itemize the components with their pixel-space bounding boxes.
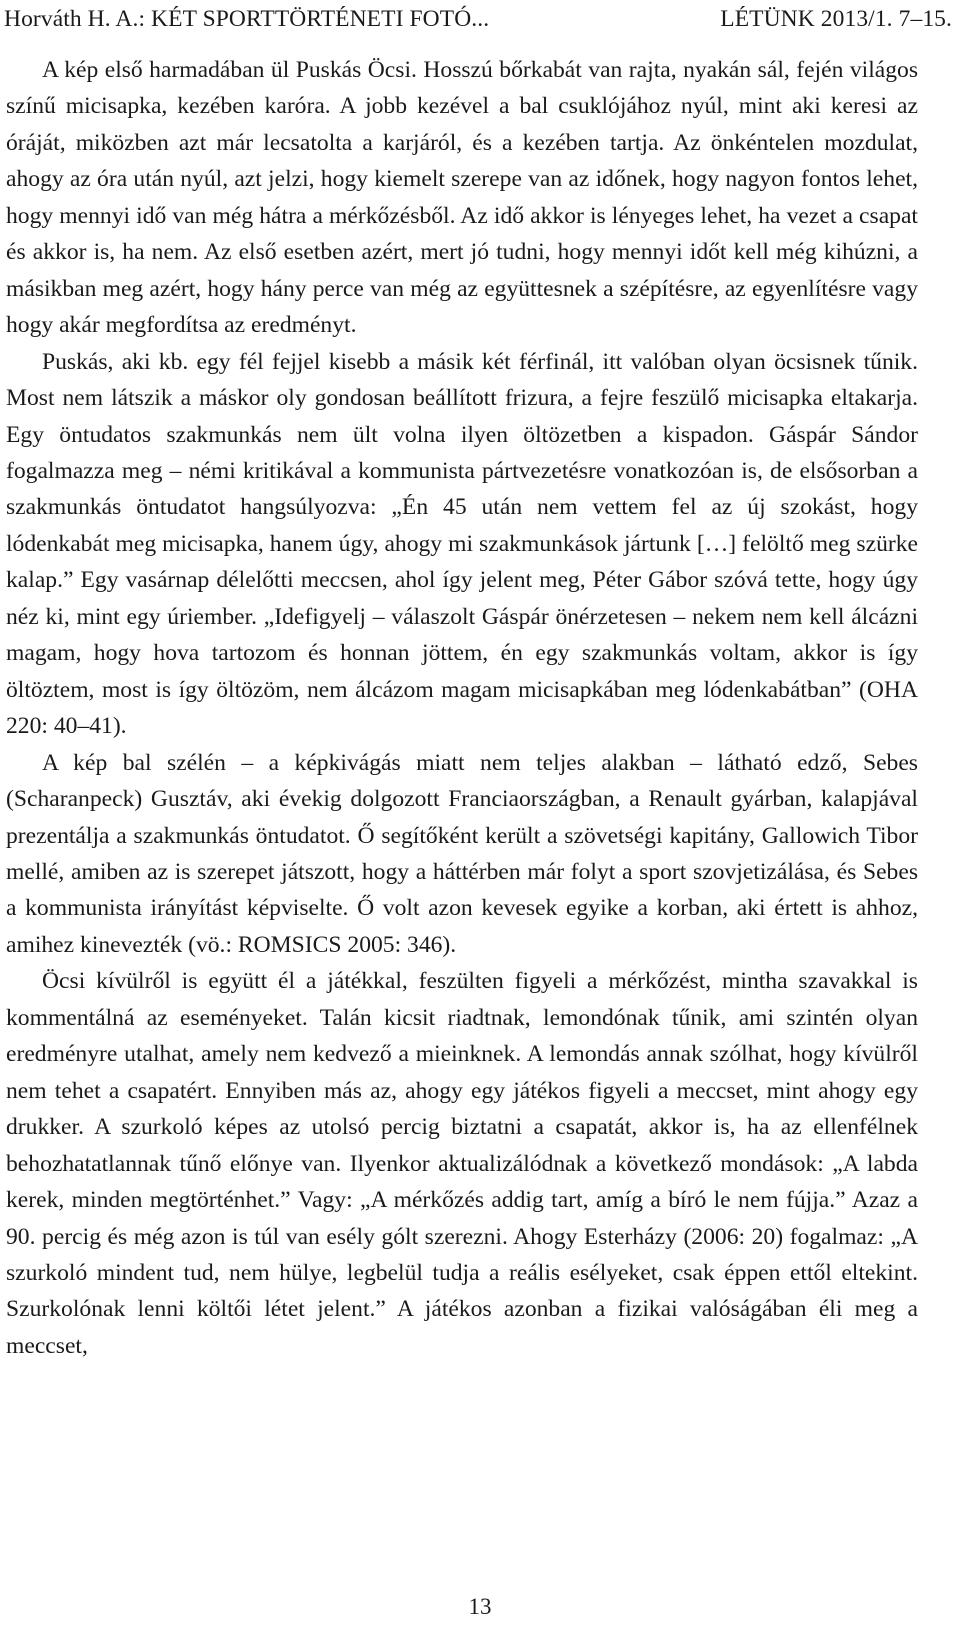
header-author-title: Horváth H. A.: KÉT SPORTTÖRTÉNETI FOTÓ...: [4, 6, 490, 32]
article-body: [6, 52, 918, 1364]
header-journal-citation: LÉTÜNK 2013/1. 7–15.: [720, 6, 952, 32]
paragraph: A kép bal szélén – a képkivágás miatt nem teljes alakban – látható edző, Sebes (Scharanpeck) Gusztáv, aki évekig dolgozott Franciaországban, a Renault gyárban, kalapjával prezentálja a szakmunkás öntudatot. Ő segítőként került a szövetségi kapitány, Gallowich Tibor mellé, amiben az is szerepet játszott, hogy a háttérben már folyt a sport szovjetizálása, és Sebes a kommunista irányítást képviselte. Ő volt azon kevesek egyike a korban, aki értett is ahhoz, amihez kinevezték (vö.: ROMSICS 2005: 346).: [6, 749, 918, 958]
paragraph: Puskás, aki kb. egy fél fejjel kisebb a másik két férfinál, itt valóban olyan öcsisnek tűnik. Most nem látszik a máskor oly gondosan beállított frizura, a fejre feszülő micisapka eltakarja. Egy öntudatos szakmunkás nem ült volna ilyen öltözetben a kispadon. Gáspár Sándor fogalmazza meg – némi kritikával a kommunista pártvezetésre vonatkozóan is, de elsősorban a szakmunkás öntudatot hangsúlyozva: „Én 45 után nem vettem fel az új szokást, hogy lódenkabát meg micisapka, hanem úgy, ahogy mi szakmunkások jártunk […] felöltő meg szürke kalap.” Egy vasárnap délelőtti meccsen, ahol így jelent meg, Péter Gábor szóvá tette, hogy úgy néz ki, mint egy úriember. „Idefigyelj – válaszolt Gáspár önérzetesen – nekem nem kell álcázni magam, hogy hova tartozom és honnan jöttem, én egy szakmunkás voltam, akkor is így öltöztem, most is így öltözöm, nem álcázom magam micisapkában meg lódenkabátban” (OHA 220: 40–41).: [6, 348, 918, 740]
running-header: [4, 6, 952, 38]
paragraph: Öcsi kívülről is együtt él a játékkal, feszülten figyeli a mérkőzést, mintha szavakkal is kommentálná az eseményeket. Talán kicsit riadtnak, lemondónak tűnik, ami szintén olyan eredményre utalhat, amely nem kedvező a mieinknek. A lemondás annak szólhat, hogy kívülről nem tehet a csapatért. Ennyiben más az, ahogy egy játékos figyeli a meccset, mint ahogy egy drukker. A szurkoló képes az utolsó percig biztatni a csapatát, akkor is, ha az ellenfélnek behozhatatlannak tűnő előnye van. Ilyenkor aktualizálódnak a következő mondások: „A labda kerek, minden megtörténhet.” Vagy: „A mérkőzés addig tart, amíg a bíró le nem fújja.” Azaz a 90. percig és még azon is túl van esély gólt szerezni. Ahogy Esterházy (2006: 20) fogalmaz: „A szurkoló mindent tud, nem hülye, legbelül tudja a reális esélyeket, csak éppen ettől eltekint. Szurkolónak lenni költői létet jelent.” A játékos azonban a fizikai valóságában éli meg a meccset,: [6, 968, 918, 1359]
paragraph: A kép első harmadában ül Puskás Öcsi. Hosszú bőrkabát van rajta, nyakán sál, fején világos színű micisapka, kezében karóra. A jobb kezével a bal csuklójához nyúl, mint aki keresi az óráját, miközben azt már lecsatolta a karjáról, és a kezében tartja. Az önkéntelen mozdulat, ahogy az óra után nyúl, azt jelzi, hogy kiemelt szerepe van az időnek, hogy nagyon fontos lehet, hogy mennyi idő van még hátra a mérkőzésből. Az idő akkor is lényeges lehet, ha vezet a csapat és akkor is, ha nem. Az első esetben azért, mert jó tudni, hogy mennyi időt kell még kihúzni, a másikban meg azért, hogy hány perce van még az együttesnek a szépítésre, az egyenlítésre vagy hogy akár megfordítsa az eredményt.: [6, 57, 918, 339]
page-number: 13: [468, 1594, 492, 1619]
